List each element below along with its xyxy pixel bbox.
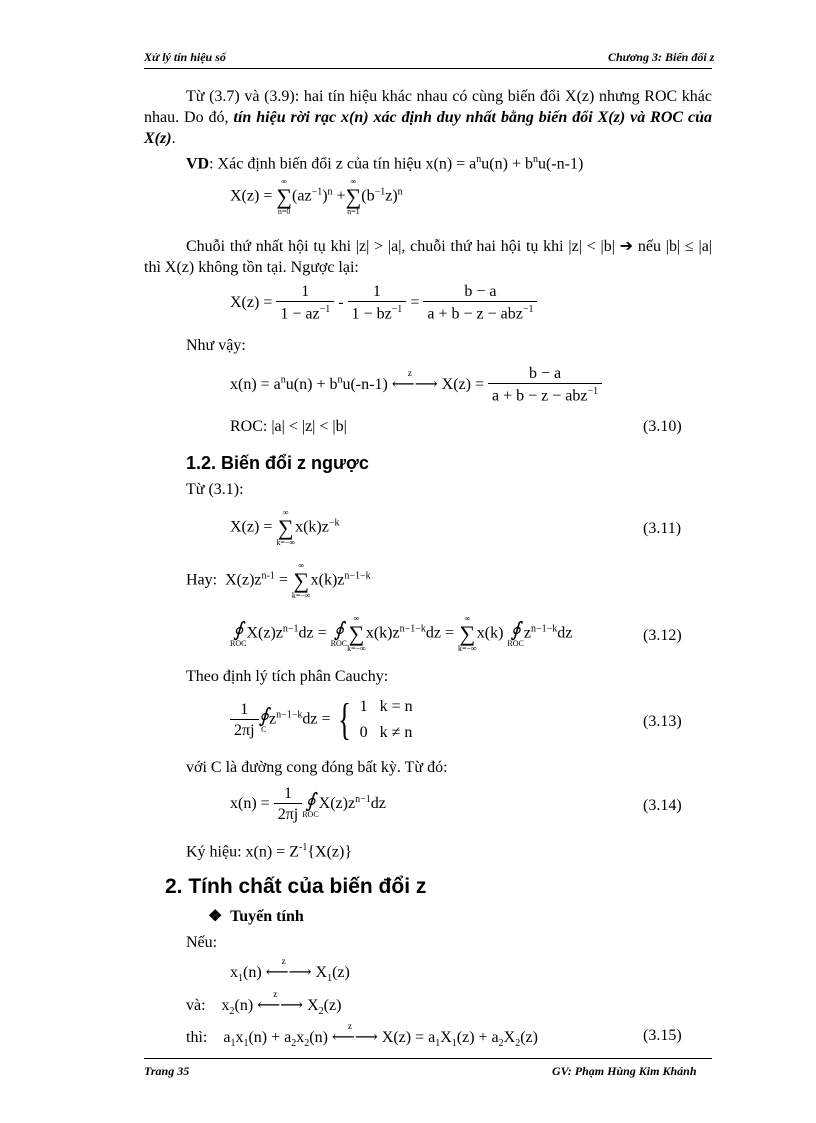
equation-linearity-1: $x_1(n)$ z ⟵⟶ $X_1(z)$	[230, 956, 350, 985]
paragraph-roc-uniqueness: Từ (3.7) và (3.9): hai tín hiệu khác nhau có cùng biến đổi X(z) nhưng ROC khác nhau. Do đó, tín hiệu rời rạc x(n) xác định duy nhất bằng biến đổi X(z) và ROC của X(z).	[144, 88, 713, 147]
bullet-linearity: ❖ Tuyến tính	[208, 908, 304, 925]
header-right: Chương 3: Biến đổi z	[608, 50, 715, 64]
contour-integral-icon: ∮	[333, 619, 345, 641]
equation-fraction: X(z) = $\frac{1}{1 - az^{-1}}$ - $\frac{1}{1 - bz^{-1}}$ = $\frac{b - a}{a + b - z - abz^{-1}}$	[230, 283, 537, 323]
equation-linearity-3: thì: $a_1x_1(n) + a_2x_2(n)$ z ⟵⟶ $X(z) = a_1X_1(z) + a_2X_2(z)$	[186, 1021, 538, 1050]
paragraph-convergence: Chuỗi thứ nhất hội tụ khi |z| > |a|, chuỗi thứ hai hội tụ khi |z| < |b| ➔ nếu |b| ≤ |a| thì X(z) không tồn tại. Ngược lại:	[144, 238, 712, 276]
emphasis-text: tín hiệu rời rạc x(n) xác định duy nhất bằng biến đổi X(z) và ROC của X(z)	[144, 109, 713, 147]
footer-right: GV: Phạm Hùng Kim Khánh	[552, 1064, 697, 1078]
equation-number: (3.10)	[643, 418, 682, 435]
text-cauchy: Theo định lý tích phân Cauchy:	[186, 668, 389, 685]
text-tu-3-1: Từ (3.1):	[186, 481, 244, 498]
equation-3-12: ∮ ROC $X(z)z^{n-1}dz$ = ∮ ROC ∞ ∑ k=−∞ $x(k)z^{n-1-k}dz$ = ∞ ∑ k=−∞ x(k) ∮ ROC $z^{n-1-k}dz$	[230, 614, 573, 653]
header-rule	[144, 68, 712, 69]
equation-number: (3.12)	[643, 627, 682, 644]
equation-number: (3.11)	[643, 520, 682, 537]
contour-integral-icon: ∮	[305, 789, 316, 812]
equation-transform-pair: $x(n) = a^nu(n) + b^nu(-n-1)$ z ⟵⟶ X(z) = $\frac{b - a}{a + b - z - abz^{-1}}$	[230, 365, 602, 405]
text-neu: Nếu:	[186, 934, 218, 951]
notation-statement: Ký hiệu: $x(n) = Z^{-1}\{X(z)\}$	[186, 842, 353, 861]
text-voi-c: với C là đường cong đóng bất kỳ. Từ đó:	[186, 759, 448, 776]
left-brace-icon: {	[338, 695, 352, 744]
contour-integral-icon: ∮	[258, 705, 269, 727]
header-left: Xử lý tín hiệu số	[144, 50, 226, 64]
equation-number: (3.13)	[643, 713, 682, 730]
equation-3-11: X(z) = ∞ ∑ k=−∞ $x(k)z^{-k}$	[230, 508, 340, 547]
section-heading-2: 2. Tính chất của biến đổi z	[165, 875, 427, 898]
section-heading-1-2: 1.2. Biến đổi z ngược	[186, 453, 369, 473]
equation-sum-series: X(z) = ∞ ∑ n=0 $(az^{-1})^n$ + ∞ ∑ n=1 $(b^{-1}z)^n$	[230, 177, 403, 216]
equation-number: (3.14)	[643, 797, 682, 814]
roc-statement: ROC: |a| < |z| < |b|	[230, 418, 347, 435]
text-nhu-vay: Như vậy:	[186, 337, 246, 354]
equation-3-13: $\frac{1}{2\pi j}$ ∮ C $z^{n-1-k}dz$ = { 1 k = n 0 k ≠ n	[230, 694, 413, 746]
contour-integral-icon: ∮	[233, 619, 244, 641]
footer-rule	[144, 1058, 712, 1059]
equation-number: (3.15)	[643, 1027, 682, 1044]
contour-integral-icon: ∮	[510, 619, 521, 641]
equation-linearity-2: và: $x_2(n)$ z ⟵⟶ $X_2(z)$	[186, 989, 342, 1018]
diamond-bullet-icon: ❖	[208, 908, 223, 925]
example-statement: VD: Xác định biến đổi z của tín hiệu $x(n) = a^nu(n) + b^nu(-n-1)$	[186, 154, 584, 173]
equation-hay: Hay: $X(z)z^{n-1}$ = ∞ ∑ k=−∞ $x(k)z^{n-1-k}$	[186, 561, 371, 600]
footer-left: Trang 35	[144, 1064, 190, 1078]
equation-3-14: x(n) = $\frac{1}{2\pi j}$ ∮ ROC $X(z)z^{n-1}dz$	[230, 785, 386, 823]
